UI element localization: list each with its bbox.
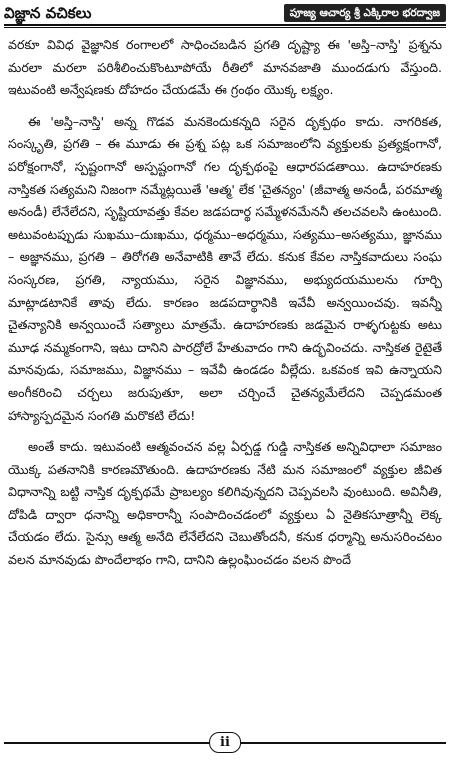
page-body [8, 34, 442, 726]
header-rule [4, 27, 446, 28]
page-header [4, 2, 446, 26]
book-title: విజ్ఞాన వచికలు [4, 4, 92, 22]
paragraph-1: వరకూ వివిధ వైజ్ఞానిక రంగాలలో సాధించబడిన ప్రగతి దృష్ట్యా ఈ 'అస్తి–నాస్తి' ప్రశ్నను మరలా మరలా పరిశీలించుకొంటూపోయే రీతిలో మానవజాతి ముందడుగు వేస్తుంది. ఇటువంటి అన్వేషణకు దోహదం చేయడమే ఈ గ్రంథం యొక్క లక్ష్యం. [8, 37, 442, 98]
paragraph-3: అంతే కాదు. ఇటువంటి ఆత్మవంచన వల్ల ఏర్పడ్డ గుడ్డి నాస్తికత అన్నివిధాలా సమాజం యొక్క పతనానికి కారణమౌతుంది. ఉదాహరణకు నేటి మన సమాజంలో వ్యక్తుల జీవిత విధానాన్ని బట్టి నాస్తిక దృక్పథమే ప్రాబల్యం కలిగివున్నదని చెప్పవలసి వుంటుంది. అవినీతి, దోపిడి ద్వారా ధనాన్ని అధికారాన్నీ సంపాదించడంలో వ్యక్తులు ఏ నైతికసూత్రాన్నీ లెక్క చేయడం లేదు. సైన్సు ఆత్మ అనేది లేనేలేదని చెబుతోందనీ, కనుక ధర్మాన్ని అనుసరించటం వలన మానవుడు పొందేలాభం గాని, దానిని ఉల్లంఘించడం వలన పొందే [8, 439, 442, 568]
paragraph-2: ఈ 'అస్తి–నాస్తి' అన్న గొడవ మనకెందుకన్నది సరైన దృక్పథం కాదు. నాగరికత, సంస్కృతి, ప్రగతి – ఈ మూడు ఈ ప్రశ్న పట్ల ఒక సమాజంలోని వ్యక్తులకు ప్రత్యక్షంగానో, పరోక్షంగానో, స్పష్టంగానో అస్పష్టంగానో గల దృక్పథంపై ఆధారపడతాయి. ఉదాహరణకు నాస్తికత సత్యమని నిజంగా నమ్మేట్లయితే 'ఆత్మ' లేక 'చైతన్యం' (జీవాత్మ అనండీ, పరమాత్మ అనండీ) లేనేలేదని, సృష్టియావత్తు కేవల జడపదార్థ సమ్మేళనమేననీ తలచవలసి ఉంటుంది. అటువంటప్పుడు సుఖము–దుఃఖము, ధర్మము–అధర్మము, సత్యము–అసత్యము, జ్ఞానము – అజ్ఞానము, ప్రగతి – తిరోగతి అనేవాటికి తావే లేదు. కనుక కేవల నాస్తికవాదులు సంఘ సంస్కరణ, ప్రగతి, న్యాయము, సరైన విజ్ఞానము, అభ్యుదయములను గూర్చి మాట్లాడటానికే తావు లేదు. కారణం జడపదార్థానికి ఇవేవీ అన్వయించవు. ఇవన్నీ చైతన్యానికి అన్వయించే సత్యాలు మాత్రమే. ఉదాహరణకు జడమైన రాళ్ళగుట్టకు అటు మూఢ నమ్మకంగాని, ఇటు దానిని పారద్రోలే హేతువాదం గాని ఉద్భవించదు. నాస్తికత రైటైతే మానవుడు, సమాజము, విజ్ఞానము – ఇవేవీ ఉండడం వీల్లేదు. ఒకవంక ఇవి ఉన్నాయని అంగీకరించి చర్చలు జరుపుతూ, అలా చర్చించే చైతన్యమేలేదని చెప్పడమంత హాస్యాస్పదమైన సంగతి మరొకటి లేదు! [8, 113, 442, 423]
page-footer [4, 732, 446, 754]
page-number: ii [209, 732, 241, 753]
author-name: పూజ్య ఆచార్య శ్రీ ఎక్కిరాల భరద్వాజ [284, 4, 446, 22]
